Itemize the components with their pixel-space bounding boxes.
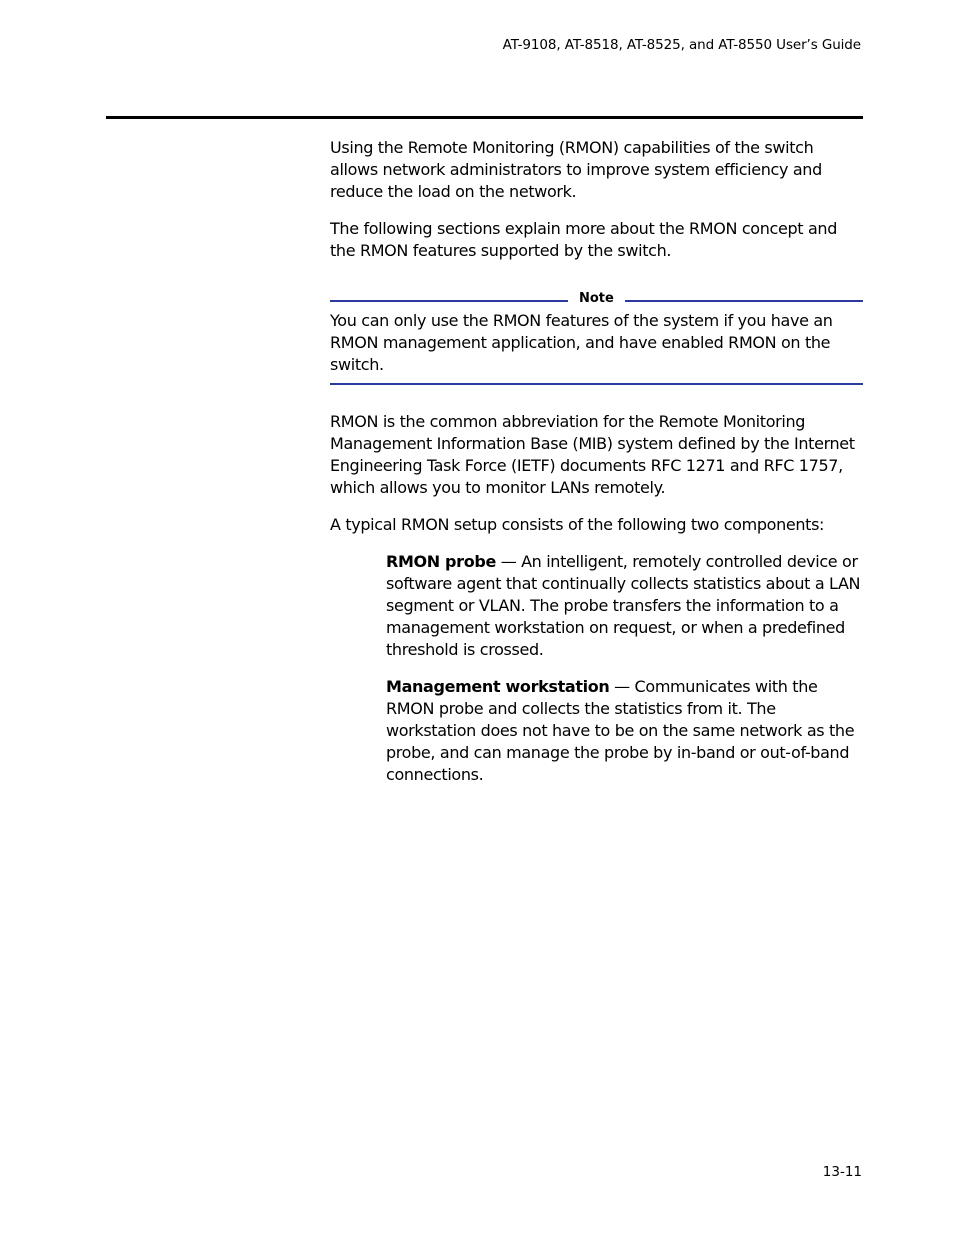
running-header: AT-9108, AT-8518, AT-8525, and AT-8550 User’s Guide [502,37,861,53]
list-item [386,676,862,786]
components-list [386,551,862,801]
note-header [330,290,863,310]
note-rule-left [330,300,568,302]
note-text: You can only use the RMON features of the system if you have an RMON management application, and have enabled RMON on the switch. [330,311,833,374]
term-management-workstation: Management workstation [386,677,610,696]
page-number: 13-11 [822,1164,862,1180]
rmon-overview [330,411,863,551]
header-rule [106,116,863,119]
term-rmon-probe: RMON probe [386,552,496,571]
note-rule-bottom [330,383,863,385]
intro-paragraph-2: The following sections explain more about the RMON concept and the RMON features supported by the switch. [330,219,837,260]
components-intro-paragraph: A typical RMON setup consists of the following two components: [330,515,825,534]
note-box [330,290,863,385]
list-item [386,551,862,661]
intro-section [330,137,863,277]
desc-management-workstation: — Communicates with the RMON probe and collects the statistics from it. The workstation does not have to be on the same network as the probe, and can manage the probe by in-band or out-of-band connections. [386,677,855,784]
desc-rmon-probe: — An intelligent, remotely controlled device or software agent that continually collects statistics about a LAN segment or VLAN. The probe transfers the information to a management workstation on request, or when a predefined threshold is crossed. [386,552,861,659]
note-label: Note [579,291,614,306]
intro-paragraph-1: Using the Remote Monitoring (RMON) capabilities of the switch allows network administrators to improve system efficiency and reduce the load on the network. [330,138,822,201]
note-rule-right [625,300,863,302]
rmon-definition-paragraph: RMON is the common abbreviation for the Remote Monitoring Management Information Base (MIB) system defined by the Internet Engineering Task Force (IETF) documents RFC 1271 and RFC 1757, which allows you to monitor LANs remotely. [330,412,855,497]
